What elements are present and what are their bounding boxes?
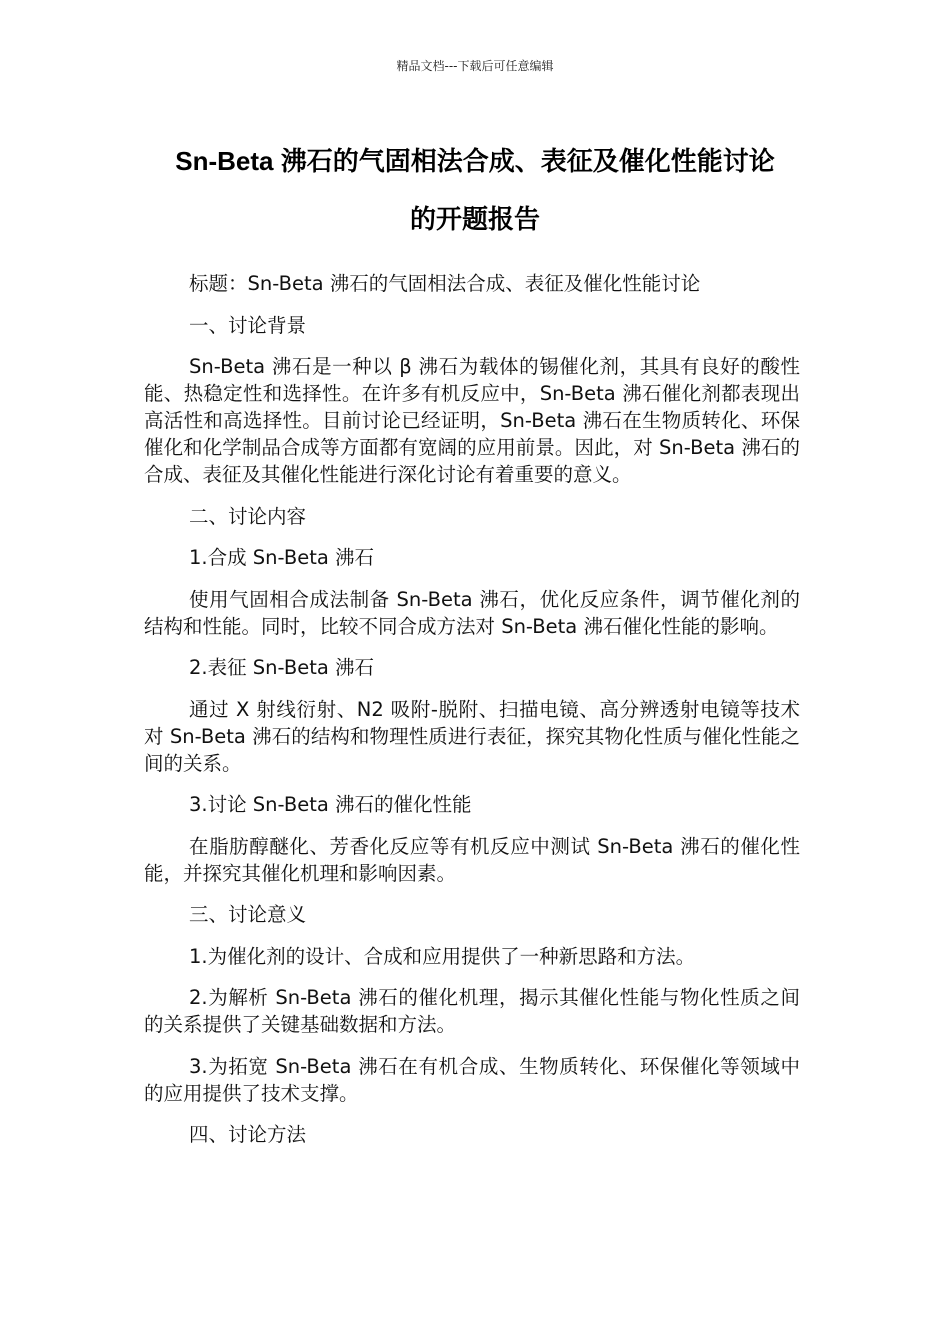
section-3-point-2: 2.为解析 Sn-Beta 沸石的催化机理，揭示其催化性能与物化性质之间的关系提供了关键基础数据和方法。 [144, 986, 800, 1036]
section-3-point-1: 1.为催化剂的设计、合成和应用提供了一种新思路和方法。 [189, 944, 696, 968]
header-note: 精品文档---下载后可任意编辑 [396, 59, 554, 73]
subject-line: 标题：Sn-Beta 沸石的气固相法合成、表征及催化性能讨论 [189, 272, 701, 295]
section-2-item-2-heading: 2.表征 Sn-Beta 沸石 [189, 656, 375, 679]
section-1-paragraph: Sn-Beta 沸石是一种以 β 沸石为载体的锡催化剂，其具有良好的酸性能、热稳定性和选择性。在许多有机反应中，Sn-Beta 沸石催化剂都表现出高活性和高选择性。目前讨论已经证明，Sn-Beta 沸石在生物质转化、环保催化和化学制品合成等方面都有宽阔的应用前景。因此，对 Sn-Beta 沸石的合成、表征及其催化性能进行深化讨论有着重要的意义。 [144, 355, 800, 486]
section-3-point-3: 3.为拓宽 Sn-Beta 沸石在有机合成、生物质转化、环保催化等领域中的应用提供了技术支撑。 [144, 1054, 800, 1105]
section-2-item-1-heading: 1.合成 Sn-Beta 沸石 [189, 546, 375, 569]
section-2-item-2-paragraph: 通过 X 射线衍射、N2 吸附-脱附、扫描电镜、高分辨透射电镜等技术对 Sn-Beta 沸石的结构和物理性质进行表征，探究其物化性质与催化性能之间的关系。 [144, 697, 800, 775]
section-2-heading: 二、讨论内容 [189, 504, 307, 528]
document-title [140, 132, 810, 248]
section-2-item-1-paragraph: 使用气固相合成法制备 Sn-Beta 沸石，优化反应条件，调节催化剂的结构和性能。同时，比较不同合成方法对 Sn-Beta 沸石催化性能的影响。 [144, 587, 800, 638]
section-2-item-3-paragraph: 在脂肪醇醚化、芳香化反应等有机反应中测试 Sn-Beta 沸石的催化性能，并探究其催化机理和影响因素。 [144, 834, 800, 885]
document-body [144, 270, 800, 1163]
title-line-1: Sn-Beta 沸石的气固相法合成、表征及催化性能讨论 [175, 146, 775, 176]
section-2-item-3-heading: 3.讨论 Sn-Beta 沸石的催化性能 [189, 793, 472, 816]
section-3-heading: 三、讨论意义 [189, 903, 307, 926]
section-4-heading: 四、讨论方法 [189, 1123, 307, 1146]
section-1-heading: 一、讨论背景 [189, 313, 307, 337]
title-line-2: 的开题报告 [409, 204, 540, 234]
